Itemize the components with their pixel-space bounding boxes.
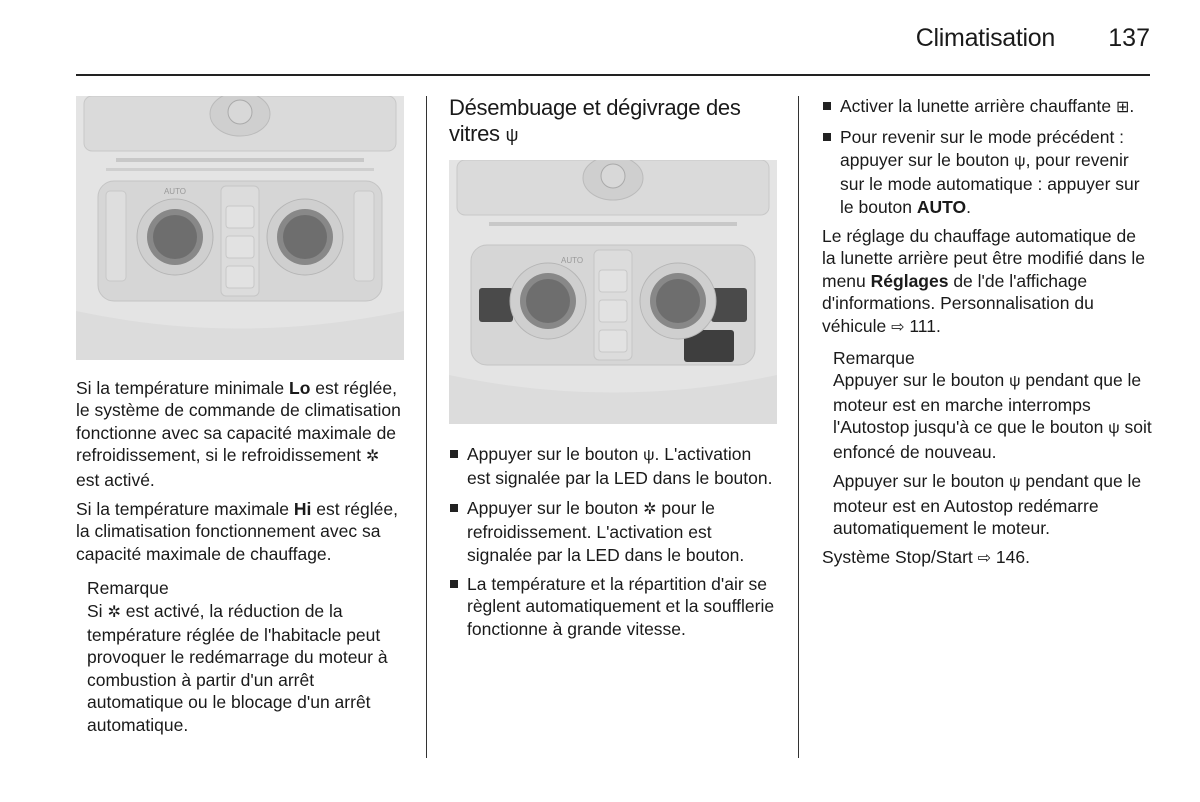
column-2-bullets (449, 443, 779, 647)
text: est activé, la réduction de la température réglée de l'habitacle peut provoquer le redémarrage du moteur à combustion à partir d'un arrêt automatique ou le blocage d'un arrêt automatique. (87, 600, 388, 735)
header-divider (76, 74, 1150, 76)
settings-menu-label: Réglages (870, 270, 949, 291)
note-text (87, 600, 406, 736)
page-reference: 146. (991, 547, 1030, 568)
climate-control-panel-illustration (76, 96, 404, 360)
text: Appuyer sur le bouton (833, 370, 1010, 391)
windshield-defrost-icon: ψ (643, 447, 655, 464)
text: Si (87, 600, 108, 621)
note-text (833, 369, 1152, 463)
text: Pour revenir sur le mode précédent : appuyer sur le bouton (840, 127, 1125, 170)
windshield-defrost-icon: ψ (1014, 152, 1026, 170)
auto-label: AUTO (163, 187, 187, 196)
text: Système Stop/Start (822, 547, 978, 568)
paragraph-settings (822, 225, 1152, 339)
page-reference: 111. (904, 315, 941, 336)
reference-arrow-icon: ⇨ (977, 550, 992, 568)
text: , pour revenir sur le mode automatique : appuyer sur le bouton (840, 149, 1140, 217)
snowflake-ac-icon: ✲ (643, 500, 657, 518)
auto-label: AUTO (916, 196, 967, 217)
column-2 (449, 95, 779, 158)
bullet-item (822, 126, 1152, 218)
windshield-defrost-icon: ψ (1108, 420, 1120, 438)
text: Activer la lunette arrière chauffante (840, 96, 1116, 116)
auto-label: AUTO (561, 256, 584, 265)
reference-arrow-icon: ⇨ (891, 318, 905, 336)
windshield-defrost-icon: ψ (505, 125, 519, 145)
text: est réglée, la climatisation fonctionnement avec sa capacité maximale de chauffage. (76, 499, 398, 564)
note-text (833, 470, 1152, 539)
text: Appuyer sur le bouton (467, 444, 644, 464)
column-divider-2 (798, 96, 799, 758)
windshield-defrost-icon: ψ (1009, 373, 1021, 391)
bullet-item (449, 573, 779, 640)
text: . L'activation est signalée par la LED dans le bouton. (467, 444, 773, 489)
column-3 (822, 95, 1152, 578)
text: . (966, 196, 972, 217)
text: pendant que le moteur est en Autostop redémarre automatiquement le moteur. (833, 471, 1142, 538)
column-divider-1 (426, 96, 427, 758)
bullet-item (822, 95, 1152, 119)
note-block (87, 577, 406, 736)
text: est réglée, le système de commande de climatisation fonctionne avec sa capacité maximale de refroidissement, si le refroidissement (76, 378, 401, 466)
text: La température et la répartition d'air se règlent automatiquement et la soufflerie fonctionne à grande vitesse. (467, 574, 775, 639)
column-1 (76, 377, 406, 736)
bullet-item (449, 497, 779, 566)
text: de l'de l'affichage d'informations. Personnalisation du véhicule (822, 270, 1094, 336)
windshield-defrost-icon: ψ (1009, 474, 1021, 492)
text: pendant que le moteur est en marche interromps l'Autostop jusqu'à ce que le bouton (833, 370, 1142, 438)
section-heading (449, 95, 779, 148)
note-label: Remarque (833, 348, 915, 369)
text: Appuyer sur le bouton (467, 497, 644, 518)
text: Si la température maximale (76, 499, 294, 520)
rear-window-heating-icon: ⊞ (1115, 99, 1130, 116)
bullet-item (449, 443, 779, 490)
text: Le réglage du chauffage automatique de la lunette arrière peut être modifié dans le menu (822, 226, 1145, 291)
snowflake-ac-icon: ✲ (107, 603, 121, 621)
text: est activé. (76, 469, 155, 490)
heading-text: Désembuage et dégivrage des vitres (449, 95, 741, 146)
lo-label: Lo (289, 378, 311, 398)
paragraph-lo (76, 377, 406, 491)
note-block (833, 347, 1152, 539)
hi-label: Hi (293, 499, 312, 520)
text: pour le refroidissement. L'activation est signalée par la LED dans le bouton. (467, 497, 745, 565)
climate-control-panel-defrost-illustration (449, 160, 777, 424)
paragraph-stop-start (822, 546, 1152, 570)
running-header-title: Climatisation (915, 24, 1055, 52)
text: Si la température minimale (76, 378, 289, 398)
text: . (1129, 96, 1135, 116)
text: Appuyer sur le bouton (833, 471, 1010, 492)
paragraph-hi (76, 498, 406, 565)
text: soit enfoncé de nouveau. (833, 417, 1152, 462)
snowflake-ac-icon: ✲ (365, 448, 380, 466)
page-number: 137 (1108, 24, 1150, 52)
note-label: Remarque (87, 578, 169, 599)
